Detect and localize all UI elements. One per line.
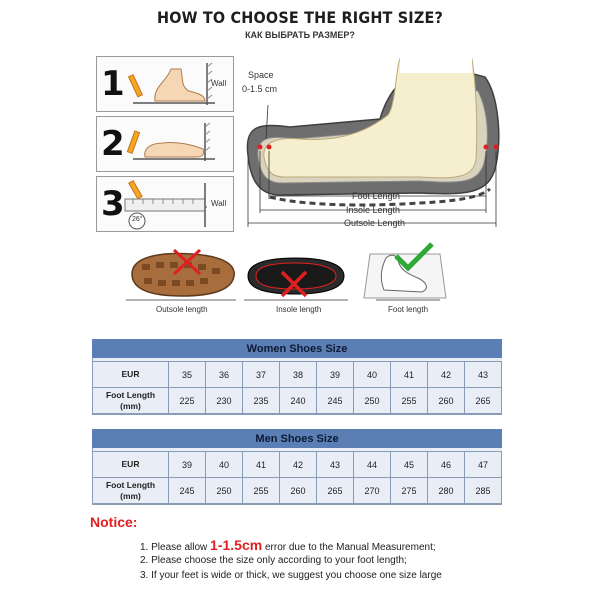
step-number: 2: [101, 124, 125, 164]
notice-item-1: [140, 537, 436, 553]
table-cell: 285: [465, 478, 502, 505]
table-cell: 46: [428, 452, 465, 478]
table-cell: 250: [206, 478, 243, 505]
table-cell: 250: [354, 388, 391, 415]
table-cell: 39: [169, 452, 206, 478]
row-label: [93, 388, 169, 415]
step-1-panel: [96, 56, 234, 112]
notice-item-3: 3. If your feet is wide or thick, we suggest you choose one size large: [140, 570, 442, 581]
table-cell: 38: [280, 362, 317, 388]
table-row: [93, 478, 502, 505]
table-cell: 240: [280, 388, 317, 415]
table-cell: 260: [428, 388, 465, 415]
space-label: Space: [248, 70, 274, 80]
foot-example: [356, 240, 456, 304]
notice-item-2: 2. Please choose the size only according to your foot length;: [140, 555, 407, 566]
foot-example-label: Foot length: [388, 305, 429, 314]
step-number: 3: [101, 184, 125, 224]
table-cell: 40: [354, 362, 391, 388]
outsole-example-label: Outsole length: [156, 305, 208, 314]
row-label-line: Foot Length: [105, 480, 156, 490]
table-row: [93, 388, 502, 415]
table-cell: 235: [243, 388, 280, 415]
table-row: [93, 362, 502, 388]
women-table-title: Women Shoes Size: [93, 340, 502, 358]
table-cell: 230: [206, 388, 243, 415]
row-label-unit: (mm): [120, 401, 141, 411]
women-size-table: [92, 339, 502, 415]
row-label-unit: (mm): [120, 491, 141, 501]
insole-length-label: Insole Length: [346, 205, 401, 215]
table-cell: 42: [280, 452, 317, 478]
outsole-length-label: Outsole Length: [344, 218, 406, 228]
row-label-line: Foot Length: [105, 390, 156, 400]
table-cell: 225: [169, 388, 206, 415]
notice-item-1-post: error due to the Manual Measurement;: [262, 542, 436, 553]
notice-highlight: 1-1.5cm: [210, 537, 263, 553]
row-label: EUR: [93, 452, 169, 478]
table-cell: 265: [317, 478, 354, 505]
table-cell: 40: [206, 452, 243, 478]
table-cell: 245: [317, 388, 354, 415]
step-3-panel: [96, 176, 234, 232]
page-subtitle: КАК ВЫБРАТЬ РАЗМЕР?: [245, 30, 355, 40]
table-row: [93, 452, 502, 478]
table-cell: 43: [317, 452, 354, 478]
men-size-table: [92, 429, 502, 505]
table-cell: 44: [354, 452, 391, 478]
table-cell: 260: [280, 478, 317, 505]
table-cell: 43: [465, 362, 502, 388]
table-cell: 41: [391, 362, 428, 388]
table-cell: 255: [243, 478, 280, 505]
wall-label: Wall: [211, 79, 227, 88]
step-2-illustration: [97, 117, 235, 173]
table-cell: 47: [465, 452, 502, 478]
table-cell: 41: [243, 452, 280, 478]
insole-example: [240, 250, 352, 302]
insole-example-label: Insole length: [276, 305, 322, 314]
notice-title: Notice:: [90, 514, 138, 530]
table-cell: 42: [428, 362, 465, 388]
step-2-panel: [96, 116, 234, 172]
men-table-title: Men Shoes Size: [93, 430, 502, 448]
angle-label: 26°: [132, 216, 143, 223]
table-cell: 35: [169, 362, 206, 388]
step-number: 1: [101, 64, 125, 104]
table-cell: 36: [206, 362, 243, 388]
notice-item-1-pre: 1. Please allow: [140, 542, 211, 553]
table-cell: 275: [391, 478, 428, 505]
table-cell: 39: [317, 362, 354, 388]
table-cell: 255: [391, 388, 428, 415]
table-cell: 280: [428, 478, 465, 505]
table-cell: 45: [391, 452, 428, 478]
space-value: 0-1.5 cm: [242, 84, 278, 94]
table-cell: 265: [465, 388, 502, 415]
table-cell: 270: [354, 478, 391, 505]
table-cell: 245: [169, 478, 206, 505]
page-title: HOW TO CHOOSE THE RIGHT SIZE?: [156, 8, 444, 27]
foot-length-label: Foot Length: [352, 191, 401, 201]
outsole-example: [122, 246, 240, 302]
row-label: [93, 478, 169, 505]
table-cell: 37: [243, 362, 280, 388]
row-label: EUR: [93, 362, 169, 388]
wall-label: Wall: [211, 199, 227, 208]
